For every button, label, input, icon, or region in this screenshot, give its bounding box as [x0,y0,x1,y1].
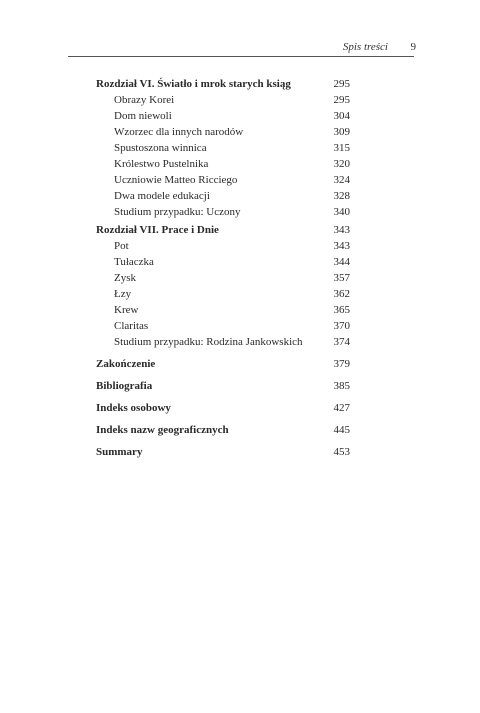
toc-entry-page: 344 [333,256,350,268]
toc-entry-label: Dom niewoli [114,110,172,122]
toc-entry-label: Summary [96,446,143,458]
toc-entry-page: 315 [333,142,350,154]
toc-entry [96,92,350,108]
toc-entry [96,108,350,124]
toc-entry-label: Uczniowie Matteo Ricciego [114,174,238,186]
toc-entry-page: 328 [333,190,350,202]
toc-entry-label: Bibliografia [96,380,153,392]
toc-entry-label: Łzy [114,288,132,300]
toc-entry-page: 320 [333,158,350,170]
toc-entry-page: 453 [333,446,350,458]
toc-entry-label: Zakończenie [96,358,156,370]
toc-entry [96,188,350,204]
toc-entry-page: 343 [333,224,350,236]
toc-entry [96,334,350,350]
toc-entry [96,444,350,460]
toc-entry [96,302,350,318]
toc-entry-label: Spustoszona winnica [114,142,207,154]
running-header-title: Spis treści [342,41,388,53]
toc-entry-label: Krew [114,304,139,316]
toc-entry-label: Wzorzec dla innych narodów [114,126,244,138]
toc-entry-page: 445 [333,424,350,436]
toc-entry-label: Zysk [114,272,136,284]
toc-entry-page: 295 [333,78,350,90]
toc-entry-page: 357 [333,272,350,284]
toc-entry-label: Rozdział VII. Prace i Dnie [96,224,219,236]
toc-entry-page: 374 [333,336,350,348]
toc-entry [96,422,350,438]
toc-entry-page: 365 [333,304,350,316]
toc-entry [96,76,350,92]
table-of-contents [96,76,350,460]
toc-entry [96,356,350,372]
toc-entry-page: 295 [333,94,350,106]
toc-entry [96,204,350,220]
toc-entry-page: 379 [333,358,350,370]
header-rule [68,56,414,57]
toc-entry-label: Rozdział VI. Światło i mrok starych ksiąg [96,78,291,90]
toc-entry [96,254,350,270]
toc-entry [96,124,350,140]
toc-entry-page: 343 [333,240,350,252]
toc-entry [96,222,350,238]
toc-entry [96,286,350,302]
page-number: 9 [410,41,416,53]
toc-entry-label: Indeks nazw geograficznych [96,424,229,436]
toc-entry-label: Studium przypadku: Rodzina Jankowskich [114,336,303,348]
toc-entry-label: Tułaczka [114,256,154,268]
toc-entry [96,400,350,416]
toc-entry-page: 370 [333,320,350,332]
toc-entry-label: Dwa modele edukacji [114,190,210,202]
toc-entry [96,172,350,188]
toc-entry-label: Studium przypadku: Uczony [114,206,241,218]
toc-entry-page: 304 [333,110,350,122]
toc-entry-page: 362 [333,288,350,300]
toc-entry-label: Claritas [114,320,149,332]
running-header [0,0,480,58]
toc-entry-page: 427 [333,402,350,414]
toc-entry-page: 324 [333,174,350,186]
toc-entry [96,140,350,156]
toc-entry [96,238,350,254]
toc-entry [96,318,350,334]
toc-entry-page: 309 [333,126,350,138]
toc-entry [96,270,350,286]
toc-entry-label: Obrazy Korei [114,94,175,106]
toc-entry-label: Indeks osobowy [96,402,171,414]
toc-entry-label: Pot [114,240,129,252]
toc-entry [96,156,350,172]
toc-entry-page: 385 [333,380,350,392]
toc-entry-label: Królestwo Pustelnika [114,158,209,170]
toc-entry-page: 340 [333,206,350,218]
toc-entry [96,378,350,394]
